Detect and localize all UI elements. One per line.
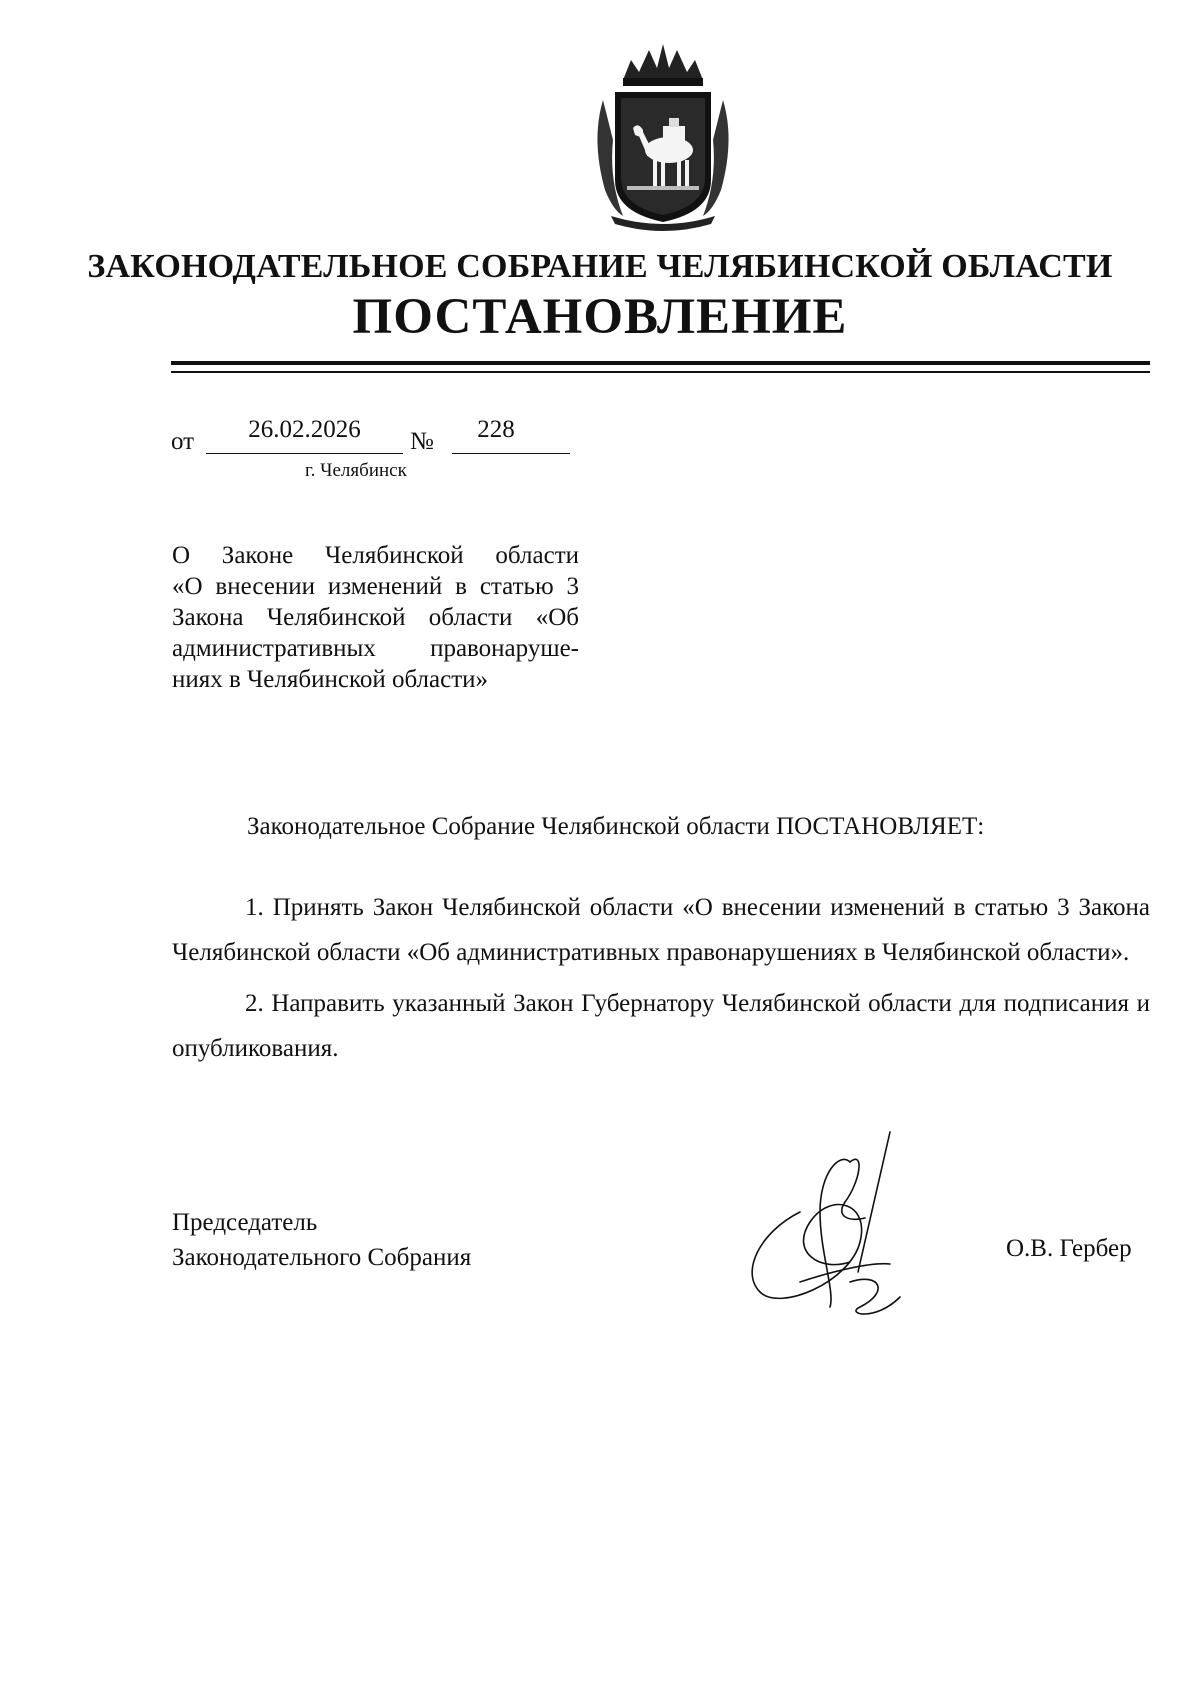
document-subject (172, 540, 579, 695)
signer-name: О.В. Гербер (1006, 1235, 1132, 1262)
document-city: г. Челябинск (305, 460, 407, 481)
coat-of-arms-icon (583, 40, 743, 240)
clause-1: 1. Принять Закон Челябинской области «О внесении изменений в статью 3 Закона Челябинской области «Об административных правонарушениях в Челябинской области». (172, 894, 1150, 966)
header-rule-thin (171, 371, 1150, 373)
clause-2: 2. Направить указанный Закон Губернатору Челябинской области для подписания и опубликования. (172, 990, 1150, 1062)
organization-title: ЗАКОНОДАТЕЛЬНОЕ СОБРАНИЕ ЧЕЛЯБИНСКОЙ ОБЛАСТИ (87, 248, 1113, 285)
number-sign: № (410, 428, 434, 455)
subject-line: О Законе Челябинской области (172, 542, 579, 569)
header-rule-thick (171, 361, 1150, 365)
preamble: Законодательное Собрание Челябинской области ПОСТАНОВЛЯЕТ: (247, 813, 985, 840)
resolution-body (172, 885, 1150, 1077)
signatory-title-line: Законодательного Собрания (172, 1244, 472, 1271)
handwritten-signature (740, 1122, 970, 1322)
date-underline (206, 453, 403, 454)
document-type-title: ПОСТАНОВЛЕНИЕ (352, 289, 848, 345)
number-underline (452, 453, 570, 454)
date-prefix: от (171, 428, 195, 455)
document-number: 228 (477, 416, 515, 443)
subject-line: административных правонаруше- (172, 635, 579, 662)
signatory-title-line: Председатель (172, 1209, 318, 1236)
subject-line: ниях в Челябинской области» (172, 666, 489, 693)
subject-line: Закона Челябинской области «Об (172, 604, 579, 631)
document-date: 26.02.2026 (248, 416, 361, 443)
signatory-title (172, 1205, 471, 1275)
subject-line: «О внесении изменений в статью 3 (172, 573, 579, 600)
